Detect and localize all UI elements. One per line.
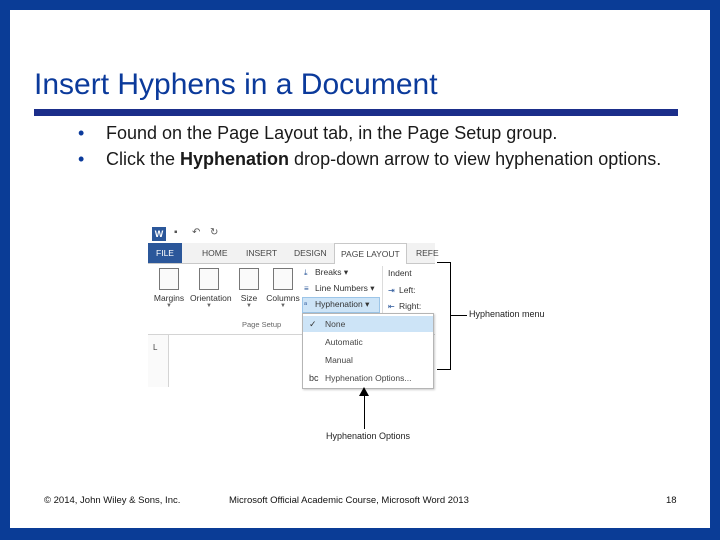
columns-button[interactable] (264, 266, 302, 320)
menu-item-label: Manual (325, 355, 353, 365)
indent-left-label: Left: (399, 285, 416, 295)
bullet-bold-text: Hyphenation (180, 149, 290, 169)
bullet-marker: • (78, 123, 85, 143)
margins-label: Margins (153, 293, 185, 303)
indent-right-label: Right: (399, 301, 422, 311)
check-icon: ✓ (309, 319, 317, 329)
columns-icon (273, 268, 293, 290)
hyphenation-dropdown-menu (302, 313, 434, 389)
quick-access-toolbar (148, 225, 435, 243)
footer-copyright: © 2014, John Wiley & Sons, Inc. (44, 495, 181, 506)
hyphenation-icon: ᵃ (304, 300, 307, 309)
undo-icon[interactable]: ↶ (192, 227, 201, 238)
vertical-ruler (148, 335, 169, 387)
bullet-item (78, 121, 678, 145)
menu-item-label: Automatic (325, 337, 363, 347)
line-numbers-label: Line Numbers (315, 283, 368, 293)
hyphenation-options-icon: bc (309, 373, 319, 383)
indent-label: Indent (388, 268, 412, 278)
chevron-down-icon: ▼ (280, 303, 286, 309)
breaks-button[interactable]: ⤓ Breaks ▾ (304, 267, 349, 277)
callout-hyphenation-options: Hyphenation Options (326, 431, 411, 441)
title-rule (34, 109, 678, 116)
margins-button[interactable] (150, 266, 188, 320)
callout-leader-line (451, 315, 467, 316)
bullet-item (78, 147, 678, 171)
callout-bracket (437, 262, 451, 263)
callout-hyphenation-menu: Hyphenation menu (469, 309, 545, 319)
word-logo-icon: W (152, 227, 166, 241)
hyphenation-button[interactable]: ᵃ Hyphenation ▾ (304, 299, 370, 309)
menu-item-manual[interactable] (303, 352, 433, 368)
chevron-down-icon: ▼ (166, 303, 172, 309)
callout-bracket (450, 262, 451, 370)
menu-item-automatic[interactable] (303, 334, 433, 350)
indent-left-icon: ⇥ (388, 286, 395, 295)
tab-home[interactable]: HOME (202, 248, 228, 258)
footer-course: Microsoft Official Academic Course, Microsoft Word 2013 (229, 495, 469, 506)
menu-item-hyphenation-options[interactable] (303, 370, 433, 386)
size-icon (239, 268, 259, 290)
chevron-down-icon: ▼ (206, 303, 212, 309)
columns-label: Columns (266, 293, 300, 303)
tab-stop-corner-icon[interactable]: L (153, 343, 158, 352)
bullet-list (78, 121, 678, 173)
breaks-icon: ⤓ (304, 268, 308, 277)
line-numbers-button[interactable]: ≡ Line Numbers ▾ (304, 283, 375, 293)
hyphenation-label: Hyphenation (315, 299, 363, 309)
size-label: Size (240, 293, 258, 303)
orientation-icon (199, 268, 219, 290)
callout-bracket (437, 369, 451, 370)
tab-references[interactable]: REFE (416, 248, 439, 258)
chevron-down-icon: ▼ (246, 303, 252, 309)
menu-item-label: None (325, 319, 346, 329)
footer-page-number: 18 (666, 495, 677, 506)
bullet-text: Found on the Page Layout tab, in the Page Setup group. (106, 123, 558, 143)
menu-item-none[interactable] (303, 316, 433, 332)
line-numbers-icon: ≡ (304, 284, 309, 293)
word-ribbon-screenshot (148, 225, 439, 387)
redo-icon[interactable]: ↻ (210, 227, 219, 238)
save-icon[interactable]: ▪ (174, 227, 178, 238)
tab-insert[interactable]: INSERT (246, 248, 278, 258)
indent-right-icon: ⇤ (388, 302, 395, 311)
breaks-label: Breaks (315, 267, 342, 277)
callout-arrow-line (364, 395, 365, 429)
orientation-button[interactable] (190, 266, 232, 320)
size-button[interactable] (230, 266, 268, 320)
tab-design[interactable]: DESIGN (294, 248, 327, 258)
ribbon-tabs (148, 243, 439, 264)
slide-title: Insert Hyphens in a Document (34, 68, 438, 101)
indent-right-field[interactable] (388, 301, 421, 311)
bullet-text: drop-down arrow to view hyphenation options. (289, 149, 662, 169)
tab-file[interactable]: FILE (148, 243, 182, 263)
bullet-text: Click the (106, 149, 181, 169)
menu-item-label: Hyphenation Options... (325, 373, 412, 383)
orientation-label: Orientation (190, 293, 232, 303)
indent-left-field[interactable] (388, 285, 416, 295)
page-setup-group-label: Page Setup (242, 320, 282, 329)
tab-page-layout[interactable]: PAGE LAYOUT (334, 243, 407, 265)
margins-icon (159, 268, 179, 290)
bullet-marker: • (78, 149, 85, 169)
